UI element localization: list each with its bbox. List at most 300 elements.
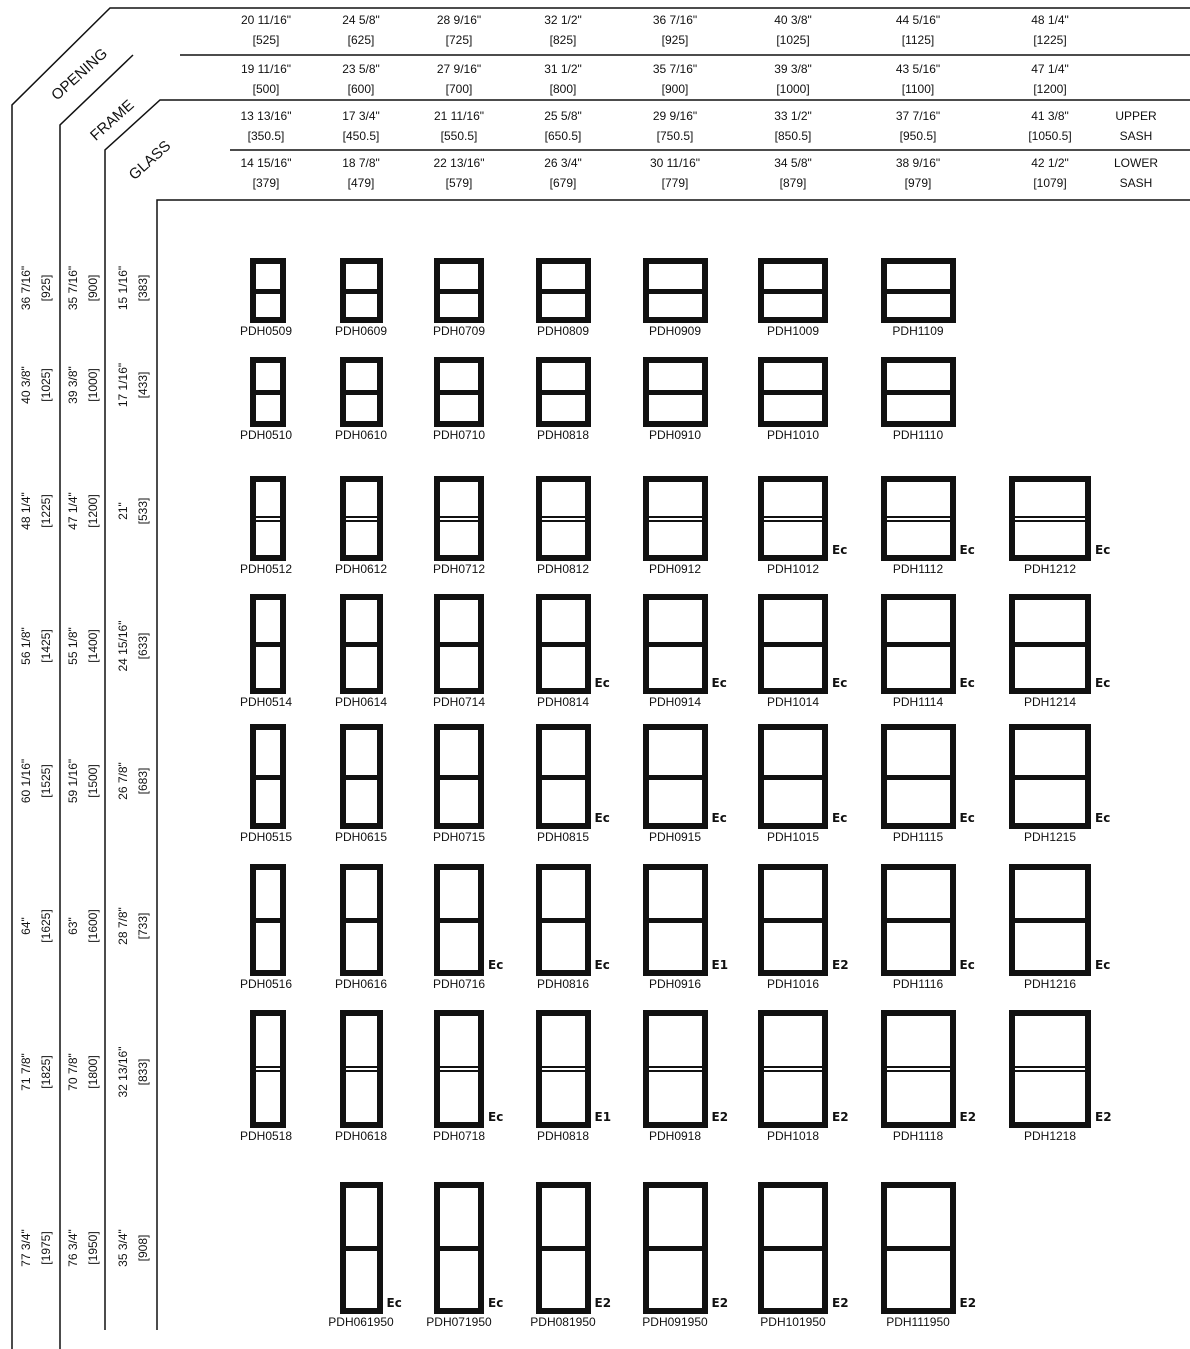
meeting-rail: [887, 1070, 950, 1072]
window-code-label: PDH0716: [432, 977, 486, 991]
window-elevation[interactable]: [340, 476, 383, 561]
width-opening-dim: [513, 10, 613, 50]
width-frame-dim: [625, 59, 725, 99]
meeting-rail: [1015, 775, 1085, 780]
dim-mm: [600]: [347, 82, 375, 96]
egress-rating: Ec: [1095, 811, 1111, 825]
dim-inch: 37 7/16": [895, 109, 941, 123]
window-elevation[interactable]: [758, 357, 828, 427]
dim-inch: 48 1/4": [19, 492, 33, 530]
dim-mm: [833]: [136, 1058, 150, 1086]
dim-mm: [879]: [779, 176, 807, 190]
window-elevation[interactable]: [881, 724, 956, 829]
window-elevation[interactable]: [250, 724, 286, 829]
egress-rating: E2: [594, 1296, 612, 1310]
dim-mm: [1125]: [901, 33, 935, 47]
height-glass-dim: [113, 1173, 153, 1323]
window-elevation[interactable]: [1009, 594, 1091, 694]
meeting-rail: [542, 390, 585, 395]
width-upper-dim: [513, 106, 613, 146]
dim-inch: 59 1/16": [66, 758, 80, 804]
window-code-label: PDH0712: [432, 562, 486, 576]
window-elevation[interactable]: [758, 594, 828, 694]
dim-inch: 34 5/8": [774, 156, 812, 170]
window-elevation[interactable]: [881, 357, 956, 427]
dim-mm: [579]: [445, 176, 473, 190]
meeting-rail: [649, 516, 702, 518]
meeting-rail: [440, 520, 478, 522]
dim-inch: 44 5/16": [895, 13, 941, 27]
dim-inch: 28 7/8": [116, 907, 130, 945]
dim-mm: [650.5]: [544, 129, 582, 143]
egress-rating: Ec: [594, 676, 610, 690]
egress-rating: Ec: [832, 543, 848, 557]
dim-mm: [925]: [39, 274, 53, 302]
meeting-rail: [649, 289, 702, 294]
egress-rating: Ec: [959, 811, 975, 825]
meeting-rail: [346, 289, 377, 294]
window-elevation[interactable]: [434, 724, 484, 829]
window-elevation[interactable]: [250, 1010, 286, 1128]
width-frame-dim: [868, 59, 968, 99]
meeting-rail: [649, 1070, 702, 1072]
meeting-rail: [649, 520, 702, 522]
dim-mm: [1425]: [39, 629, 53, 663]
meeting-rail: [542, 1246, 585, 1251]
window-elevation[interactable]: [250, 864, 286, 976]
meeting-rail: [346, 918, 377, 923]
dim-mm: [625]: [347, 33, 375, 47]
height-opening-dim: [16, 706, 56, 856]
window-code-label: PDH0718: [432, 1129, 486, 1143]
width-frame-dim: [311, 59, 411, 99]
meeting-rail: [440, 1246, 478, 1251]
meeting-rail: [1015, 520, 1085, 522]
window-elevation[interactable]: [536, 864, 591, 976]
width-upper-dim: [743, 106, 843, 146]
window-code-label: PDH0818: [536, 1129, 590, 1143]
dim-mm: [1825]: [39, 1055, 53, 1089]
height-frame-dim: [63, 706, 103, 856]
width-opening-dim: [1000, 10, 1100, 50]
meeting-rail: [649, 390, 702, 395]
window-elevation[interactable]: [881, 258, 956, 323]
width-frame-dim: [513, 59, 613, 99]
dim-mm: [1050.5]: [1028, 129, 1072, 143]
window-code-label: PDH0609: [334, 324, 388, 338]
window-code-label: PDH0509: [239, 324, 293, 338]
egress-rating: Ec: [488, 1296, 504, 1310]
dim-mm: [733]: [136, 912, 150, 940]
window-elevation[interactable]: [536, 594, 591, 694]
dim-inch: 13 13/16": [240, 109, 292, 123]
window-code-label: PDH0510: [239, 428, 293, 442]
meeting-rail: [440, 918, 478, 923]
window-code-label: PDH0614: [334, 695, 388, 709]
window-elevation[interactable]: [340, 357, 383, 427]
egress-rating: E1: [594, 1110, 612, 1124]
dim-mm: [1975]: [39, 1231, 53, 1265]
window-elevation[interactable]: [434, 1182, 484, 1314]
dim-mm: [479]: [347, 176, 375, 190]
egress-rating: Ec: [386, 1296, 402, 1310]
window-elevation[interactable]: [643, 1182, 708, 1314]
dim-inch: 15 1/16": [116, 265, 130, 311]
egress-rating: Ec: [832, 811, 848, 825]
dim-inch: 64": [19, 917, 33, 935]
height-frame-dim: [63, 436, 103, 586]
dim-inch: 47 1/4": [1031, 62, 1069, 76]
window-code-label: PDH0618: [334, 1129, 388, 1143]
window-elevation[interactable]: [340, 724, 383, 829]
window-code-label: PDH1014: [766, 695, 820, 709]
dim-inch: 35 7/16": [652, 62, 698, 76]
window-code-label: PDH0615: [334, 830, 388, 844]
dim-inch: 33 1/2": [774, 109, 812, 123]
dim-mm: [550.5]: [440, 129, 478, 143]
egress-rating: Ec: [1095, 543, 1111, 557]
dim-mm: [1600]: [86, 909, 100, 943]
meeting-rail: [542, 289, 585, 294]
window-code-label: PDH081950: [530, 1315, 596, 1329]
window-code-label: PDH0818: [536, 428, 590, 442]
window-elevation[interactable]: [434, 864, 484, 976]
window-elevation[interactable]: [758, 476, 828, 561]
dim-inch: 32 1/2": [544, 13, 582, 27]
meeting-rail: [542, 1070, 585, 1072]
window-code-label: PDH0514: [239, 695, 293, 709]
dim-inch: 18 7/8": [342, 156, 380, 170]
dim-inch: 43 5/16": [895, 62, 941, 76]
width-opening-dim: [216, 10, 316, 50]
meeting-rail: [649, 775, 702, 780]
width-opening-dim: [868, 10, 968, 50]
dim-inch: 48 1/4": [1031, 13, 1069, 27]
meeting-rail: [440, 1070, 478, 1072]
dim-inch: 36 7/16": [19, 265, 33, 311]
meeting-rail: [887, 390, 950, 395]
meeting-rail: [440, 516, 478, 518]
meeting-rail: [542, 520, 585, 522]
window-code-label: PDH061950: [328, 1315, 394, 1329]
egress-rating: E2: [711, 1296, 729, 1310]
window-elevation[interactable]: [643, 258, 708, 323]
window-elevation[interactable]: [758, 864, 828, 976]
dim-inch: 21 11/16": [433, 109, 485, 123]
window-elevation[interactable]: [1009, 724, 1091, 829]
width-upper-dim: [409, 106, 509, 146]
width-frame-dim: [216, 59, 316, 99]
width-lower-dim: [743, 153, 843, 193]
egress-rating: Ec: [1095, 676, 1111, 690]
egress-rating: Ec: [711, 811, 727, 825]
window-code-label: PDH0915: [648, 830, 702, 844]
meeting-rail: [887, 918, 950, 923]
egress-rating: Ec: [594, 958, 610, 972]
dim-inch: 40 3/8": [19, 366, 33, 404]
window-elevation[interactable]: [434, 258, 484, 323]
meeting-rail: [346, 775, 377, 780]
window-elevation[interactable]: [1009, 864, 1091, 976]
height-glass-dim: [113, 851, 153, 1001]
window-code-label: PDH1110: [892, 428, 944, 442]
meeting-rail: [346, 516, 377, 518]
height-frame-dim: [63, 851, 103, 1001]
meeting-rail: [887, 520, 950, 522]
height-glass-dim: [113, 997, 153, 1147]
meeting-rail: [887, 775, 950, 780]
egress-rating: E1: [711, 958, 729, 972]
dim-mm: [1225]: [1033, 33, 1067, 47]
meeting-rail: [346, 1246, 377, 1251]
window-elevation[interactable]: [758, 258, 828, 323]
meeting-rail: [887, 516, 950, 518]
window-elevation[interactable]: [758, 1182, 828, 1314]
window-elevation[interactable]: [536, 1010, 591, 1128]
height-opening-dim: [16, 851, 56, 1001]
egress-rating: Ec: [959, 958, 975, 972]
window-elevation[interactable]: [758, 724, 828, 829]
width-lower-dim: [409, 153, 509, 193]
egress-rating: Ec: [959, 676, 975, 690]
window-elevation[interactable]: [434, 476, 484, 561]
window-elevation[interactable]: [434, 594, 484, 694]
window-code-label: PDH0709: [432, 324, 486, 338]
dim-mm: [750.5]: [656, 129, 694, 143]
window-elevation[interactable]: [250, 476, 286, 561]
dim-inch: 24 15/16": [116, 620, 130, 672]
window-code-label: PDH101950: [760, 1315, 826, 1329]
dim-inch: 63": [66, 917, 80, 935]
meeting-rail: [542, 516, 585, 518]
window-code-label: PDH1116: [892, 977, 944, 991]
window-elevation[interactable]: [643, 864, 708, 976]
dim-inch: 39 3/8": [774, 62, 812, 76]
window-code-label: PDH1112: [892, 562, 944, 576]
window-code-label: PDH0912: [648, 562, 702, 576]
window-elevation[interactable]: [881, 1182, 956, 1314]
meeting-rail: [256, 289, 280, 294]
width-opening-dim: [625, 10, 725, 50]
glass-header: GLASS: [125, 137, 175, 184]
window-code-label: PDH0909: [648, 324, 702, 338]
dim-inch: 71 7/8": [19, 1053, 33, 1091]
dim-mm: [1500]: [86, 764, 100, 798]
meeting-rail: [764, 1070, 822, 1072]
frame-header: FRAME: [87, 96, 138, 145]
egress-rating: E2: [832, 1110, 849, 1124]
window-elevation[interactable]: [250, 357, 286, 427]
window-elevation[interactable]: [536, 357, 591, 427]
window-elevation[interactable]: [881, 864, 956, 976]
window-elevation[interactable]: [536, 476, 591, 561]
height-opening-dim: [16, 436, 56, 586]
window-elevation[interactable]: [1009, 476, 1091, 561]
height-glass-dim: [113, 706, 153, 856]
window-elevation[interactable]: [881, 476, 956, 561]
dim-mm: [1525]: [39, 764, 53, 798]
window-elevation[interactable]: [643, 594, 708, 694]
window-elevation[interactable]: [340, 1010, 383, 1128]
meeting-rail: [346, 642, 377, 647]
egress-rating: Ec: [1095, 958, 1111, 972]
dim-inch: 77 3/4": [19, 1229, 33, 1267]
meeting-rail: [256, 516, 280, 518]
width-upper-dim: [1000, 106, 1100, 146]
window-code-label: PDH111950: [886, 1315, 950, 1329]
lower-sash-label: LOWER SASH: [1113, 156, 1158, 190]
window-elevation[interactable]: [758, 1010, 828, 1128]
window-elevation[interactable]: [1009, 1010, 1091, 1128]
meeting-rail: [346, 1070, 377, 1072]
window-code-label: PDH0616: [334, 977, 388, 991]
window-code-label: PDH0814: [536, 695, 590, 709]
meeting-rail: [346, 1066, 377, 1068]
dim-mm: [350.5]: [247, 129, 285, 143]
egress-rating: Ec: [488, 958, 504, 972]
window-code-label: PDH1218: [1023, 1129, 1077, 1143]
dim-inch: 39 3/8": [66, 366, 80, 404]
width-upper-dim: [625, 106, 725, 146]
dim-mm: [379]: [252, 176, 280, 190]
dim-inch: 17 1/16": [116, 362, 130, 408]
meeting-rail: [764, 775, 822, 780]
meeting-rail: [764, 390, 822, 395]
window-elevation[interactable]: [881, 594, 956, 694]
dim-mm: [1625]: [39, 909, 53, 943]
egress-rating: Ec: [594, 811, 610, 825]
height-opening-dim: [16, 571, 56, 721]
meeting-rail: [542, 918, 585, 923]
dim-mm: [1025]: [39, 368, 53, 402]
meeting-rail: [1015, 642, 1085, 647]
window-elevation[interactable]: [250, 594, 286, 694]
window-elevation[interactable]: [643, 1010, 708, 1128]
dim-mm: [450.5]: [342, 129, 380, 143]
dim-inch: 22 13/16": [433, 156, 485, 170]
height-opening-dim: [16, 1173, 56, 1323]
window-elevation[interactable]: [536, 724, 591, 829]
dim-inch: 26 7/8": [116, 762, 130, 800]
window-elevation[interactable]: [643, 476, 708, 561]
meeting-rail: [764, 1246, 822, 1251]
dim-inch: 27 9/16": [436, 62, 482, 76]
width-frame-dim: [743, 59, 843, 99]
dim-inch: 28 9/16": [436, 13, 482, 27]
width-frame-dim: [409, 59, 509, 99]
meeting-rail: [649, 918, 702, 923]
window-code-label: PDH0815: [536, 830, 590, 844]
meeting-rail: [764, 918, 822, 923]
meeting-rail: [764, 1066, 822, 1068]
dim-mm: [700]: [445, 82, 473, 96]
egress-rating: Ec: [832, 676, 848, 690]
width-lower-dim: [216, 153, 316, 193]
window-code-label: PDH1212: [1023, 562, 1077, 576]
meeting-rail: [649, 642, 702, 647]
height-opening-dim: [16, 997, 56, 1147]
dim-inch: 70 7/8": [66, 1053, 80, 1091]
window-elevation[interactable]: [536, 1182, 591, 1314]
meeting-rail: [1015, 1070, 1085, 1072]
dim-mm: [383]: [136, 274, 150, 302]
window-elevation[interactable]: [340, 1182, 383, 1314]
height-glass-dim: [113, 436, 153, 586]
window-elevation[interactable]: [250, 258, 286, 323]
dim-inch: 20 11/16": [240, 13, 292, 27]
meeting-rail: [256, 390, 280, 395]
window-code-label: PDH0910: [648, 428, 702, 442]
window-code-label: PDH0715: [432, 830, 486, 844]
width-lower-dim: [868, 153, 968, 193]
window-elevation[interactable]: [536, 258, 591, 323]
height-frame-dim: [63, 1173, 103, 1323]
dim-inch: 36 7/16": [652, 13, 698, 27]
meeting-rail: [256, 918, 280, 923]
window-elevation[interactable]: [340, 864, 383, 976]
window-code-label: PDH1009: [766, 324, 820, 338]
dim-inch: 23 5/8": [342, 62, 380, 76]
meeting-rail: [887, 289, 950, 294]
upper-sash-label: UPPER SASH: [1115, 109, 1157, 143]
width-upper-dim: [216, 106, 316, 146]
window-elevation[interactable]: [340, 258, 383, 323]
dim-inch: 30 11/16": [649, 156, 701, 170]
dim-mm: [1000]: [86, 368, 100, 402]
dim-mm: [900]: [86, 274, 100, 302]
meeting-rail: [542, 1066, 585, 1068]
window-elevation[interactable]: [340, 594, 383, 694]
window-code-label: PDH1216: [1023, 977, 1077, 991]
window-code-label: PDH1214: [1023, 695, 1077, 709]
meeting-rail: [440, 642, 478, 647]
dim-inch: 29 9/16": [652, 109, 698, 123]
dim-inch: 35 7/16": [66, 265, 80, 311]
height-frame-dim: [63, 997, 103, 1147]
egress-rating: E2: [832, 1296, 849, 1310]
dim-inch: 56 1/8": [19, 627, 33, 665]
dim-mm: [525]: [252, 33, 280, 47]
meeting-rail: [542, 642, 585, 647]
height-glass-dim: [113, 571, 153, 721]
window-elevation[interactable]: [434, 357, 484, 427]
window-code-label: PDH1114: [892, 695, 944, 709]
window-elevation[interactable]: [434, 1010, 484, 1128]
window-code-label: PDH0612: [334, 562, 388, 576]
dim-mm: [1400]: [86, 629, 100, 663]
window-elevation[interactable]: [643, 724, 708, 829]
dim-mm: [979]: [904, 176, 932, 190]
meeting-rail: [440, 1066, 478, 1068]
egress-rating: E2: [711, 1110, 729, 1124]
meeting-rail: [256, 642, 280, 647]
width-lower-dim: [311, 153, 411, 193]
window-elevation[interactable]: [881, 1010, 956, 1128]
dim-mm: [1079]: [1033, 176, 1067, 190]
meeting-rail: [256, 1070, 280, 1072]
dim-inch: 24 5/8": [342, 13, 380, 27]
dim-mm: [633]: [136, 632, 150, 660]
meeting-rail: [256, 520, 280, 522]
window-elevation[interactable]: [643, 357, 708, 427]
width-lower-dim: [1000, 153, 1100, 193]
egress-rating: E2: [1095, 1110, 1112, 1124]
dim-mm: [1200]: [1033, 82, 1067, 96]
width-upper-dim: [311, 106, 411, 146]
dim-mm: [1225]: [39, 494, 53, 528]
window-code-label: PDH1016: [766, 977, 820, 991]
meeting-rail: [1015, 1066, 1085, 1068]
